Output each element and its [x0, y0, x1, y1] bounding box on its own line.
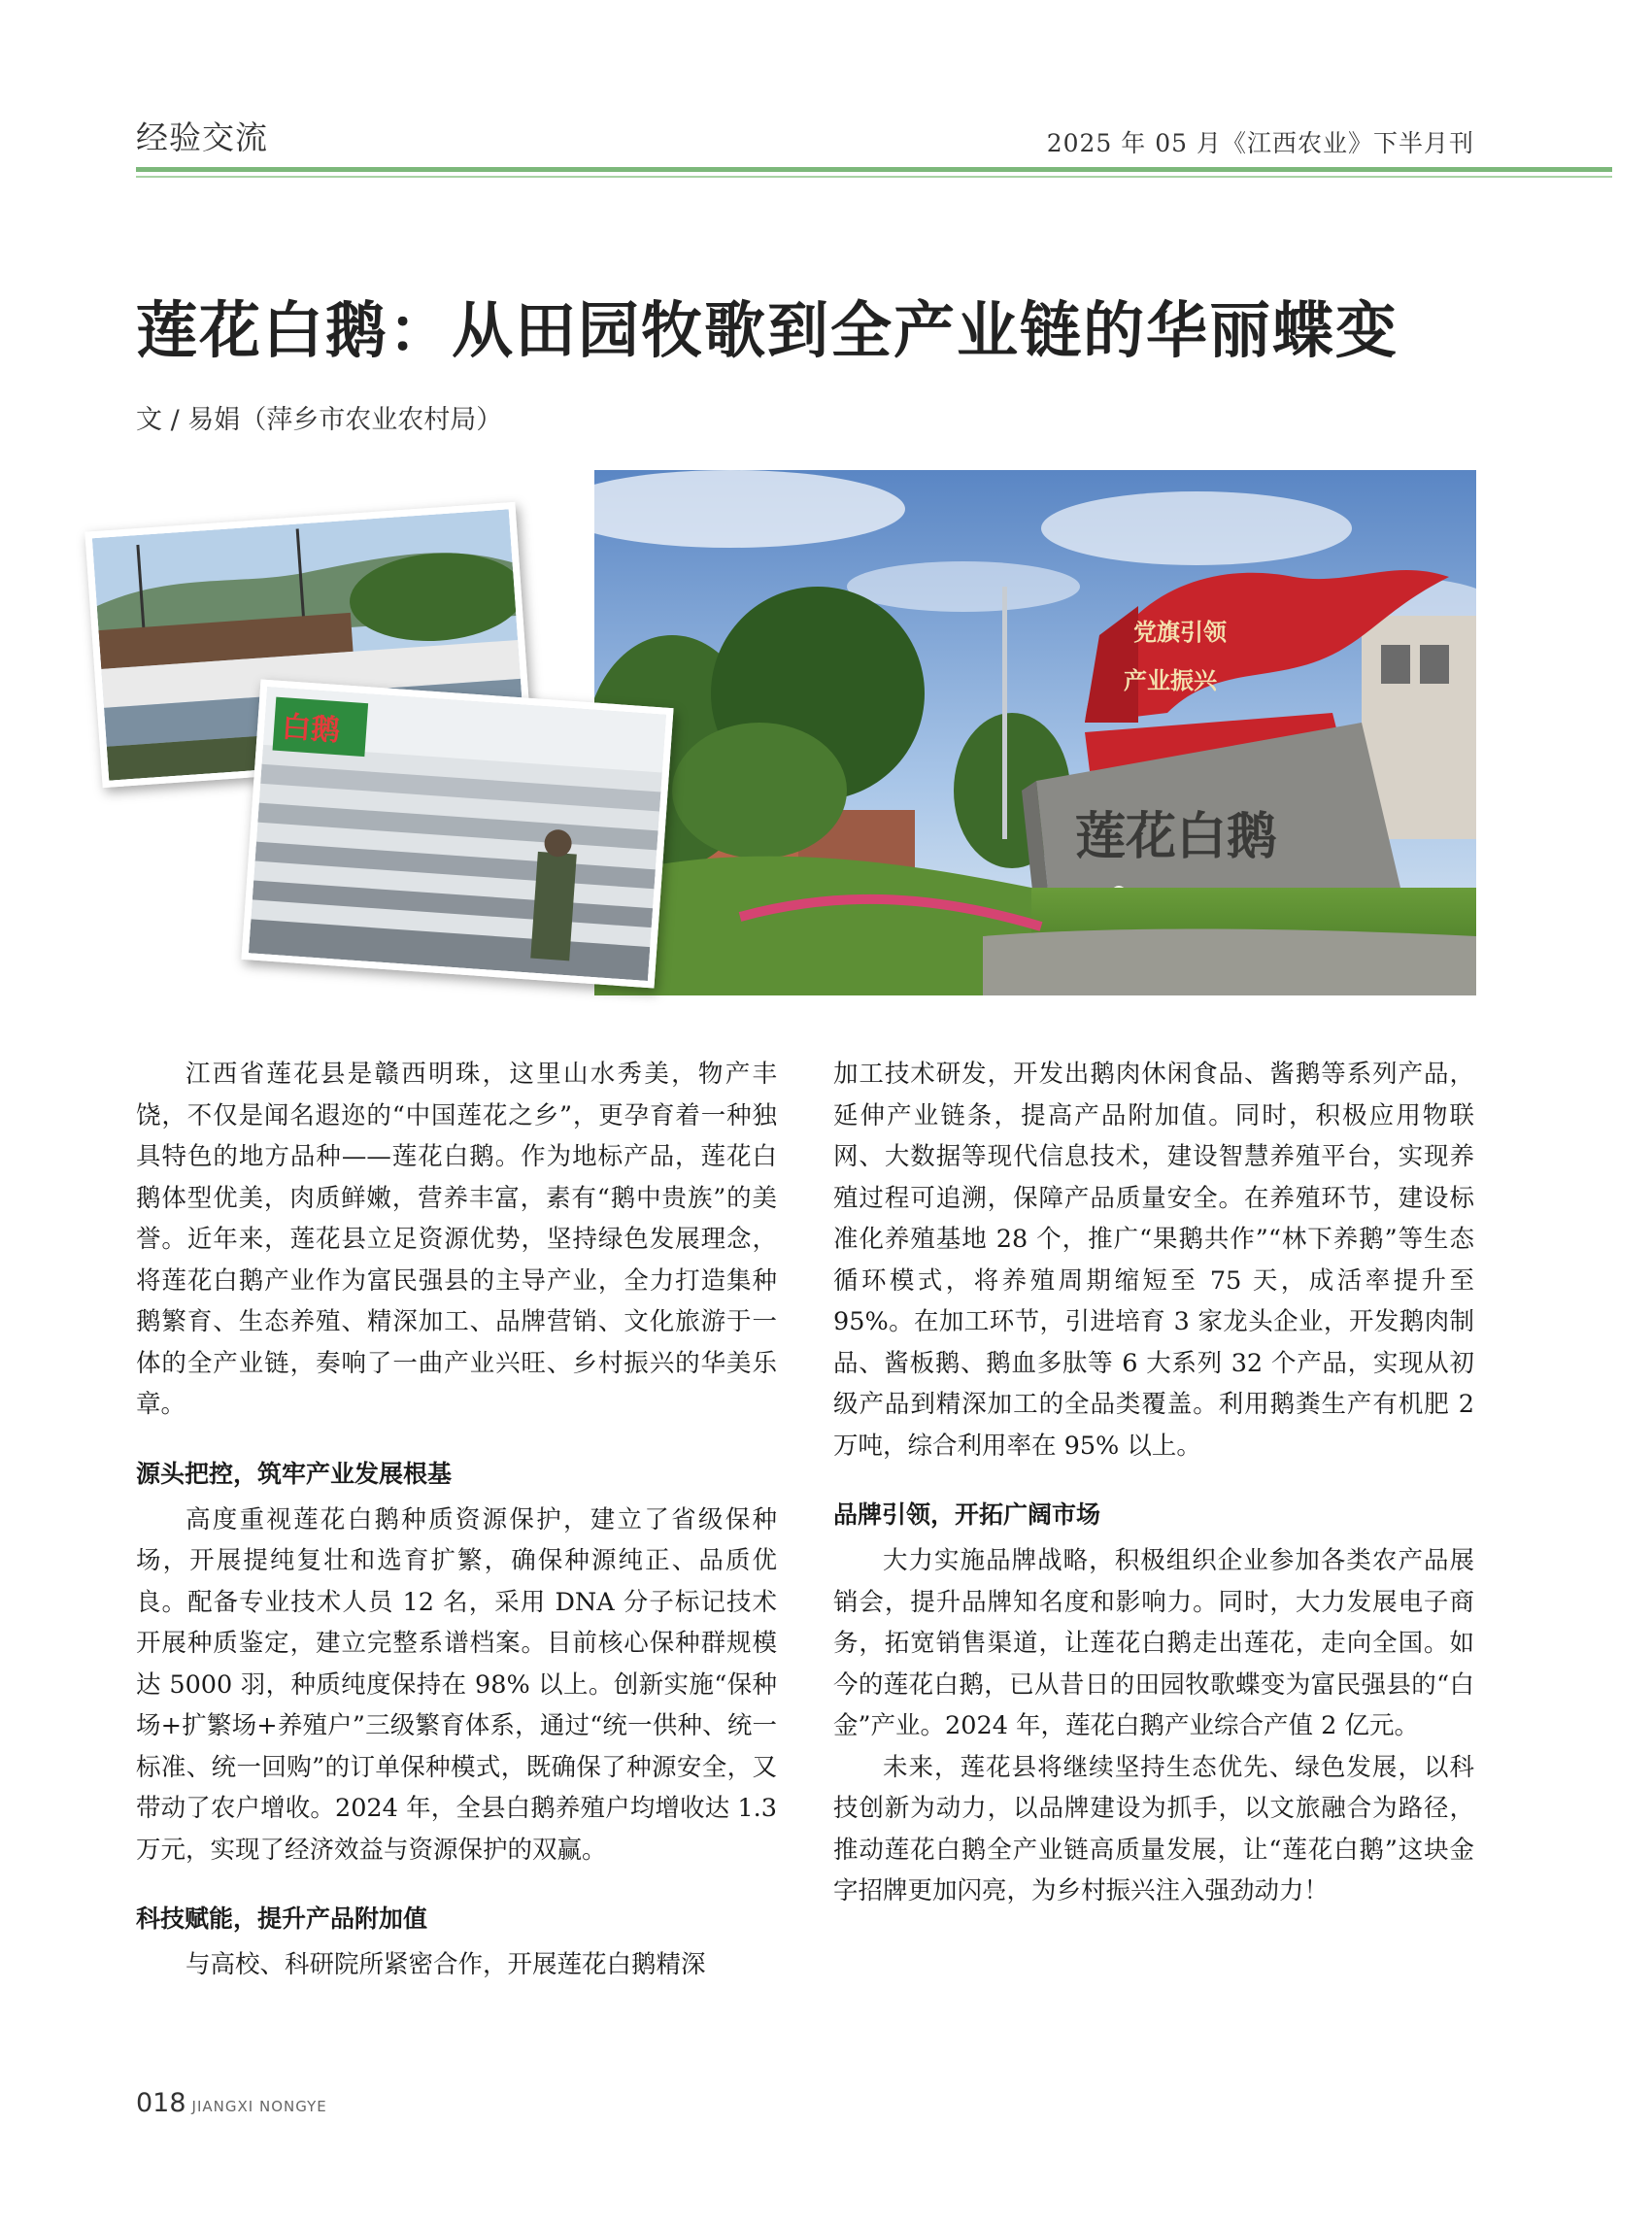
main-banner-1: 党旗引领	[1133, 619, 1227, 646]
section1-body: 高度重视莲花白鹅种质资源保护，建立了省级保种场，开展提纯复壮和选育扩繁，确保种源纯正、品质优良。配备专业技术人员 12 名，采用 DNA 分子标记技术开展种质鉴定，建立完整系谱档案。目前核心保种群规模达 5000 羽，种质纯度保持在 98% 以上。创新实施“保种场+扩繁场+养殖户”三级繁育体系，通过“统一供种、统一标准、统一回购”的订单保种模式，既确保了种源安全，又带动了农户增收。2024 年，全县白鹅养殖户均增收达 1.3 万元，实现了经济效益与资源保护的双赢。	[136, 1504, 777, 1865]
section2-heading: 科技赋能，提升产品附加值	[136, 1905, 428, 1933]
page-footer	[136, 2088, 327, 2118]
section1-heading: 源头把控，筑牢产业发展根基	[136, 1459, 453, 1488]
section3-heading: 品牌引领，开拓广阔市场	[833, 1500, 1101, 1529]
byline: 文 / 易娟（萍乡市农业农村局）	[136, 405, 503, 435]
section-label: 经验交流	[136, 118, 268, 156]
facility-sign: 白鹅	[281, 710, 342, 749]
header-rule	[136, 167, 1612, 172]
main-banner-2: 产业振兴	[1124, 667, 1217, 694]
closing-paragraph: 未来，莲花县将继续坚持生态优先、绿色发展，以科技创新为动力，以品牌建设为抓手，以文旅融合为路径，推动莲花白鹅全产业链高质量发展，让“莲花白鹅”这块金字招牌更加闪亮，为乡村振兴注入强劲动力！	[833, 1752, 1474, 1905]
intro-paragraph: 江西省莲花县是赣西明珠，这里山水秀美，物产丰饶，不仅是闻名遐迩的“中国莲花之乡”，更孕育着一种独具特色的地方品种——莲花白鹅。作为地标产品，莲花白鹅体型优美，肉质鲜嫩，营养丰富，素有“鹅中贵族”的美誉。近年来，莲花县立足资源优势，坚持绿色发展理念，将莲花白鹅产业作为富民强县的主导产业，全力打造集种鹅繁育、生态养殖、精深加工、品牌营销、文化旅游于一体的全产业链，奏响了一曲产业兴旺、乡村振兴的华美乐章。	[136, 1060, 777, 1419]
main-photo-monument	[594, 470, 1476, 995]
article-title: 莲花白鹅：从田园牧歌到全产业链的华丽蝶变	[136, 295, 1399, 366]
column-right	[833, 1054, 1474, 1912]
section3-body: 大力实施品牌战略，积极组织企业参加各类农产品展销会，提升品牌知名度和影响力。同时，大力发展电子商务，拓宽销售渠道，让莲花白鹅走出莲花，走向全国。如今的莲花白鹅，已从昔日的田园牧歌蝶变为富民强县的“白金”产业。2024 年，莲花白鹅产业综合产值 2 亿元。	[833, 1546, 1474, 1740]
header-rule-thin	[136, 176, 1612, 178]
main-sign-text: 莲花白鹅	[1075, 807, 1278, 866]
issue-line: 2025 年 05 月《江西农业》下半月刊	[1046, 129, 1474, 157]
section2-body-continued: 加工技术研发，开发出鹅肉休闲食品、酱鹅等系列产品，延伸产业链条，提高产品附加值。同时，积极应用物联网、大数据等现代信息技术，建设智慧养殖平台，实现养殖过程可追溯，保障产品质量安全。在养殖环节，建设标准化养殖基地 28 个，推广“果鹅共作”“林下养鹅”等生态循环模式，将养殖周期缩短至 75 天，成活率提升至 95%。在加工环节，引进培育 3 家龙头企业，开发鹅肉制品、酱板鹅、鹅血多肽等 6 大系列 32 个产品，实现从初级产品到精深加工的全品类覆盖。利用鹅粪生产有机肥 2 万吨，综合利用率在 95% 以上。	[833, 1060, 1474, 1461]
magazine-name: JIANGXI NONGYE	[191, 2098, 327, 2115]
page-number: 018	[136, 2088, 186, 2118]
inset-photo-facility	[241, 679, 673, 988]
section2-body-start: 与高校、科研院所紧密合作，开展莲花白鹅精深	[185, 1950, 706, 1979]
column-left	[136, 1054, 777, 1986]
